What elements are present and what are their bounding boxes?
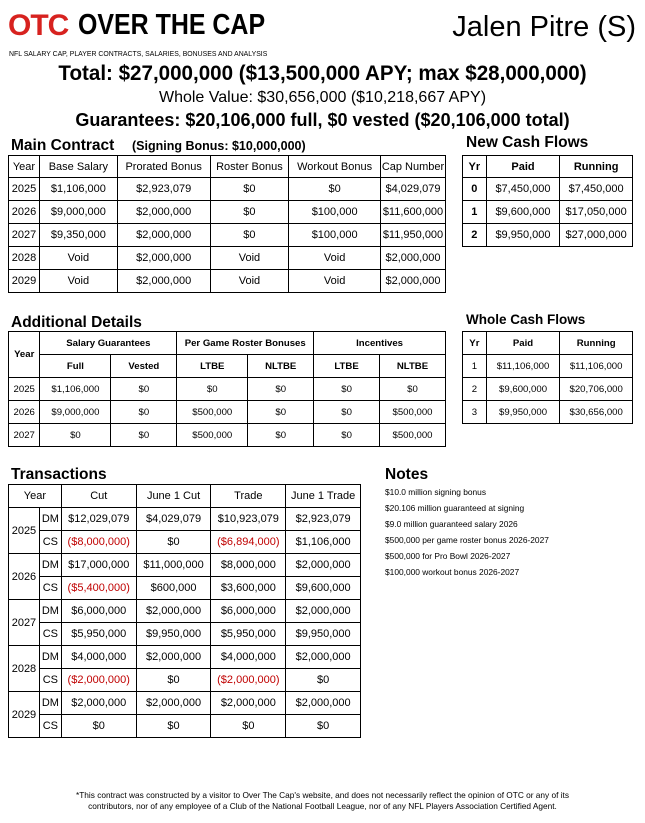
main-contract-title: Main Contract [11, 137, 115, 154]
value-cell: $0 [286, 669, 361, 692]
table-row [9, 270, 446, 293]
value-cell: $0 [210, 178, 289, 201]
year-cell: 2027 [9, 224, 40, 247]
value-cell: $2,000,000 [211, 692, 286, 715]
whole-cash-flows-title: Whole Cash Flows [466, 312, 586, 327]
column-header: LTBE [177, 355, 248, 378]
dead-money-row [9, 600, 361, 623]
value-cell: $2,000,000 [286, 646, 361, 669]
note-item: $10.0 million signing bonus [385, 487, 487, 497]
main-contract-header-row [9, 156, 446, 178]
value-cell: $0 [314, 378, 380, 401]
row-type: DM [39, 692, 61, 715]
column-header: Year [9, 156, 40, 178]
table-row [463, 224, 633, 247]
notes-list [385, 484, 549, 581]
whole-cash-flows-header-row [463, 332, 633, 355]
year-cell: 0 [463, 178, 487, 201]
column-header: LTBE [314, 355, 380, 378]
signing-bonus: (Signing Bonus: $10,000,000) [132, 139, 306, 153]
value-cell: $2,000,000 [286, 554, 361, 577]
column-header: Prorated Bonus [117, 156, 210, 178]
table-row [9, 401, 446, 424]
value-cell: $11,106,000 [560, 355, 633, 378]
column-header: Full [40, 355, 111, 378]
value-cell: $12,029,079 [61, 508, 136, 531]
cap-savings-row [9, 623, 361, 646]
column-header: Running [560, 156, 633, 178]
note-item: $500,000 per game roster bonus 2026-2027 [385, 535, 549, 546]
column-header: Year [9, 485, 62, 508]
table-row [463, 178, 633, 201]
year-cell: 2028 [9, 646, 40, 692]
column-header: June 1 Trade [286, 485, 361, 508]
row-type: CS [39, 715, 61, 738]
disclaimer [0, 790, 645, 812]
column-header: Base Salary [39, 156, 117, 178]
column-header: Running [560, 332, 633, 355]
value-cell: $6,000,000 [211, 600, 286, 623]
value-cell: Void [39, 270, 117, 293]
value-cell: $600,000 [136, 577, 211, 600]
note-item: $500,000 for Pro Bowl 2026-2027 [385, 551, 511, 562]
dead-money-row [9, 554, 361, 577]
year-cell: 2025 [9, 178, 40, 201]
value-cell: $5,950,000 [61, 623, 136, 646]
table-row [9, 378, 446, 401]
row-type: CS [39, 531, 61, 554]
value-cell: $9,000,000 [40, 401, 111, 424]
contract-total: Total: $27,000,000 ($13,500,000 APY; max $28,000,000) [58, 62, 587, 85]
row-type: DM [39, 554, 61, 577]
table-row [9, 247, 446, 270]
logo-mark: OTC [8, 9, 69, 42]
value-cell: $20,706,000 [560, 378, 633, 401]
value-cell: $2,923,079 [117, 178, 210, 201]
subheader-row [9, 355, 446, 378]
column-header: NLTBE [248, 355, 314, 378]
cap-savings-row [9, 577, 361, 600]
player-name: Jalen Pitre (S) [452, 11, 636, 43]
transactions-title: Transactions [11, 466, 107, 483]
value-cell: $0 [286, 715, 361, 738]
column-header: NLTBE [380, 355, 446, 378]
new-cash-flows-title: New Cash Flows [466, 134, 589, 151]
additional-details-title: Additional Details [11, 314, 142, 331]
value-cell: $4,029,079 [380, 178, 445, 201]
value-cell: $0 [111, 401, 177, 424]
value-cell: $0 [111, 424, 177, 447]
year-cell: 1 [463, 355, 487, 378]
disclaimer-line-2: contributors, nor of any employee of a Club of the National Football League, nor of any NFL Players Association Certified Agent. [88, 801, 557, 811]
value-cell: $2,000,000 [117, 270, 210, 293]
column-header: Cut [61, 485, 136, 508]
additional-details-table [8, 331, 446, 447]
value-cell: $0 [210, 201, 289, 224]
column-header: Yr [463, 332, 487, 355]
group-header: Salary Guarantees [40, 332, 177, 355]
year-cell: 2025 [9, 378, 40, 401]
group-header: Incentives [314, 332, 446, 355]
value-cell: $0 [380, 378, 446, 401]
transactions-table [8, 484, 361, 738]
value-cell: $17,050,000 [560, 201, 633, 224]
cap-savings-row [9, 531, 361, 554]
value-cell: $2,000,000 [117, 224, 210, 247]
value-cell: $30,656,000 [560, 401, 633, 424]
row-type: DM [39, 646, 61, 669]
value-cell: Void [289, 247, 381, 270]
notes-title: Notes [385, 466, 429, 483]
whole-value: Whole Value: $30,656,000 ($10,218,667 APY) [158, 89, 487, 106]
otc-logo[interactable] [8, 6, 268, 46]
value-cell: ($5,400,000) [61, 577, 136, 600]
value-cell: $0 [210, 224, 289, 247]
year-cell: 2027 [9, 424, 40, 447]
value-cell: $2,000,000 [136, 600, 211, 623]
group-header-row [9, 332, 446, 355]
main-contract-table [8, 155, 446, 293]
column-header: June 1 Cut [136, 485, 211, 508]
value-cell: $9,600,000 [486, 201, 560, 224]
value-cell: ($8,000,000) [61, 531, 136, 554]
value-cell: $2,000,000 [117, 247, 210, 270]
value-cell: $1,106,000 [39, 178, 117, 201]
tagline: NFL SALARY CAP, PLAYER CONTRACTS, SALARIES, BONUSES AND ANALYSIS [9, 49, 268, 58]
value-cell: $0 [111, 378, 177, 401]
value-cell: $9,350,000 [39, 224, 117, 247]
value-cell: $27,000,000 [560, 224, 633, 247]
table-row [9, 178, 446, 201]
value-cell: $500,000 [380, 401, 446, 424]
value-cell: $8,000,000 [211, 554, 286, 577]
row-type: CS [39, 577, 61, 600]
column-header: Paid [486, 332, 560, 355]
value-cell: $11,950,000 [380, 224, 445, 247]
value-cell: $4,029,079 [136, 508, 211, 531]
value-cell: $0 [40, 424, 111, 447]
value-cell: $4,000,000 [211, 646, 286, 669]
column-header: Trade [211, 485, 286, 508]
value-cell: $0 [211, 715, 286, 738]
table-row [9, 224, 446, 247]
value-cell: $11,000,000 [136, 554, 211, 577]
value-cell: $2,000,000 [380, 247, 445, 270]
row-type: DM [39, 600, 61, 623]
value-cell: $9,950,000 [486, 401, 560, 424]
year-cell: 2026 [9, 554, 40, 600]
table-row [9, 424, 446, 447]
value-cell: $4,000,000 [61, 646, 136, 669]
column-header: Paid [486, 156, 560, 178]
new-cash-flows-table [462, 155, 633, 247]
dead-money-row [9, 508, 361, 531]
note-item: $9.0 million guaranteed salary 2026 [385, 519, 518, 530]
cap-savings-row [9, 715, 361, 738]
table-row [463, 355, 633, 378]
value-cell: $7,450,000 [486, 178, 560, 201]
table-row [9, 201, 446, 224]
value-cell: $2,000,000 [117, 201, 210, 224]
year-cell: 2029 [9, 692, 40, 738]
value-cell: $2,000,000 [136, 692, 211, 715]
value-cell: $9,950,000 [136, 623, 211, 646]
value-cell: $0 [61, 715, 136, 738]
value-cell: $2,000,000 [61, 692, 136, 715]
value-cell: $0 [314, 401, 380, 424]
transactions-header-row [9, 485, 361, 508]
table-row [463, 378, 633, 401]
disclaimer-line-1: *This contract was constructed by a visitor to Over The Cap's website, and does not necessarily reflect the opinion of OTC or any of its [75, 790, 570, 800]
dead-money-row [9, 692, 361, 715]
value-cell: $100,000 [289, 224, 381, 247]
value-cell: $9,600,000 [486, 378, 560, 401]
row-type: CS [39, 623, 61, 646]
value-cell: $9,000,000 [39, 201, 117, 224]
cap-savings-row [9, 669, 361, 692]
year-cell: 2026 [9, 401, 40, 424]
note-item: $20.106 million guaranteed at signing [385, 503, 525, 514]
logo-name: OVER THE CAP [78, 9, 266, 41]
new-cash-flows-header-row [463, 156, 633, 178]
value-cell: Void [210, 247, 289, 270]
value-cell: ($2,000,000) [61, 669, 136, 692]
value-cell: $7,450,000 [560, 178, 633, 201]
dead-money-row [9, 646, 361, 669]
value-cell: $6,000,000 [61, 600, 136, 623]
value-cell: $11,600,000 [380, 201, 445, 224]
whole-cash-flows-table [462, 331, 633, 424]
year-cell: 2025 [9, 508, 40, 554]
value-cell: $0 [248, 401, 314, 424]
value-cell: $10,923,079 [211, 508, 286, 531]
value-cell: $0 [136, 531, 211, 554]
value-cell: $1,106,000 [286, 531, 361, 554]
value-cell: $500,000 [380, 424, 446, 447]
value-cell: $2,000,000 [136, 646, 211, 669]
value-cell: $11,106,000 [486, 355, 560, 378]
value-cell: Void [289, 270, 381, 293]
value-cell: $0 [136, 669, 211, 692]
column-header: Vested [111, 355, 177, 378]
row-type: DM [39, 508, 61, 531]
value-cell: $3,600,000 [211, 577, 286, 600]
year-header: Year [9, 332, 40, 378]
value-cell: $0 [248, 378, 314, 401]
value-cell: $2,000,000 [380, 270, 445, 293]
value-cell: $0 [248, 424, 314, 447]
year-cell: 3 [463, 401, 487, 424]
value-cell: $5,950,000 [211, 623, 286, 646]
value-cell: $9,950,000 [486, 224, 560, 247]
value-cell: $500,000 [177, 401, 248, 424]
value-cell: $2,000,000 [286, 600, 361, 623]
column-header: Yr [463, 156, 487, 178]
table-row [463, 201, 633, 224]
value-cell: $0 [177, 378, 248, 401]
group-header: Per Game Roster Bonuses [177, 332, 314, 355]
value-cell: $9,600,000 [286, 577, 361, 600]
column-header: Workout Bonus [289, 156, 381, 178]
value-cell: Void [210, 270, 289, 293]
column-header: Roster Bonus [210, 156, 289, 178]
value-cell: ($6,894,000) [211, 531, 286, 554]
value-cell: $100,000 [289, 201, 381, 224]
year-cell: 2029 [9, 270, 40, 293]
row-type: CS [39, 669, 61, 692]
note-item: $100,000 workout bonus 2026-2027 [385, 567, 520, 578]
value-cell: Void [39, 247, 117, 270]
value-cell: $0 [314, 424, 380, 447]
value-cell: $1,106,000 [40, 378, 111, 401]
year-cell: 2026 [9, 201, 40, 224]
year-cell: 2 [463, 378, 487, 401]
guarantees: Guarantees: $20,106,000 full, $0 vested ($20,106,000 total) [75, 110, 570, 130]
value-cell: ($2,000,000) [211, 669, 286, 692]
value-cell: $2,000,000 [286, 692, 361, 715]
value-cell: $0 [289, 178, 381, 201]
column-header: Cap Number [380, 156, 445, 178]
year-cell: 2028 [9, 247, 40, 270]
value-cell: $500,000 [177, 424, 248, 447]
value-cell: $0 [136, 715, 211, 738]
year-cell: 2 [463, 224, 487, 247]
value-cell: $2,923,079 [286, 508, 361, 531]
value-cell: $17,000,000 [61, 554, 136, 577]
year-cell: 1 [463, 201, 487, 224]
value-cell: $9,950,000 [286, 623, 361, 646]
year-cell: 2027 [9, 600, 40, 646]
table-row [463, 401, 633, 424]
